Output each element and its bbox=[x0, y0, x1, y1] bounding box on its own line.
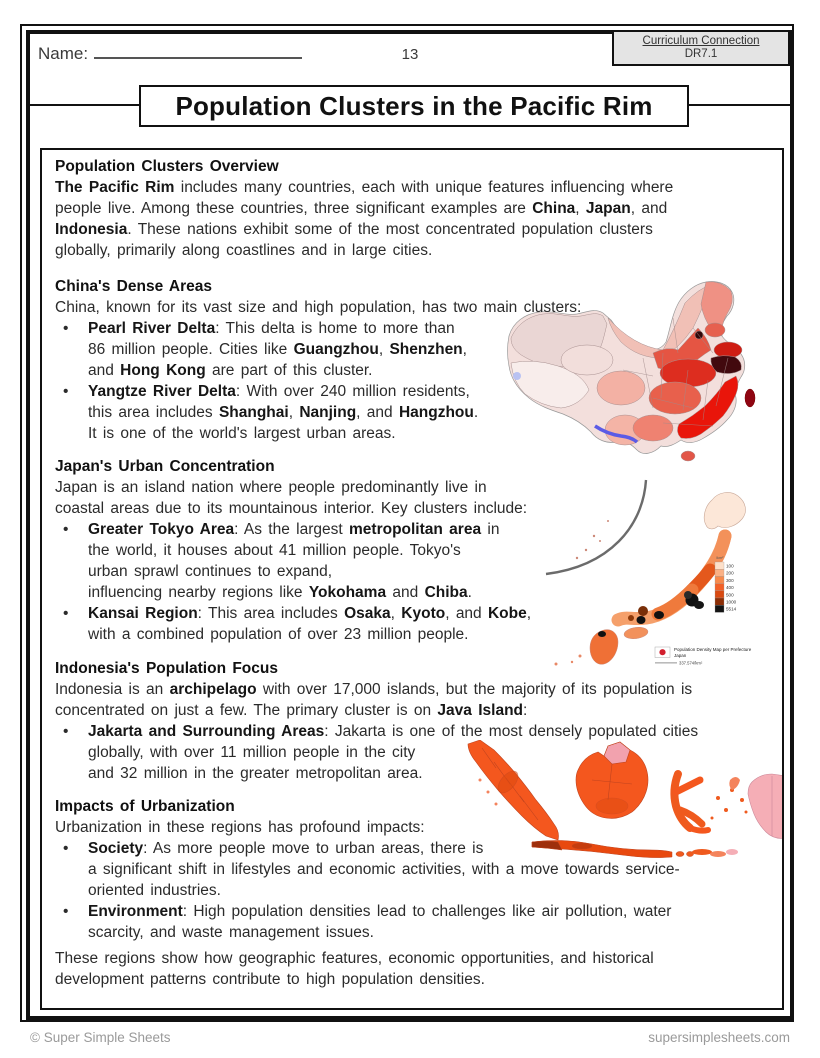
svg-text:1000: 1000 bbox=[726, 599, 737, 605]
svg-text:200: 200 bbox=[726, 570, 734, 576]
section-china bbox=[55, 276, 767, 444]
svg-text:500: 500 bbox=[726, 592, 734, 598]
bullet-text: Environment: High population densities lead to challenges like air pollution, water scarcity, and waste management issues. bbox=[88, 903, 672, 941]
list-item bbox=[55, 519, 767, 603]
svg-text:Japan: Japan bbox=[674, 653, 687, 658]
section-paragraph: Japan is an island nation where people predominantly live in coastal areas due to its mountainous interior. Key clusters include: bbox=[55, 479, 528, 517]
copyright-text: © Super Simple Sheets bbox=[30, 1030, 171, 1045]
section-paragraph: China, known for its vast size and high population, has two main clusters: bbox=[55, 299, 582, 316]
list-item bbox=[55, 838, 767, 901]
svg-text:300: 300 bbox=[726, 577, 734, 583]
svg-text:5514: 5514 bbox=[726, 606, 737, 612]
section-paragraph: The Pacific Rim includes many countries, each with unique features influencing where people live. Among these countries, three significant examples are China, Japan, and Indonesia. These nations exhibit some of the most concentrated population clusters globally, primarily along coastlines and in large cities. bbox=[55, 179, 674, 259]
bullet-text: Kansai Region: This area includes Osaka, Kyoto, and Kobe, with a combined population of over 23 million people. bbox=[88, 605, 532, 643]
curriculum-badge bbox=[612, 30, 790, 66]
svg-text:Population Density Map per Pre: Population Density Map per Prefecture bbox=[674, 647, 752, 652]
curriculum-badge-title: Curriculum Connection bbox=[642, 35, 760, 47]
section-paragraph: Indonesia is an archipelago with over 17,000 islands, but the majority of its population is concentrated on just a few. The primary cluster is on Java Island: bbox=[55, 681, 693, 719]
bullet-marker: • bbox=[63, 840, 69, 857]
list-item bbox=[55, 901, 767, 943]
name-row bbox=[38, 44, 302, 64]
section-paragraph: Urbanization in these regions has profound impacts: bbox=[55, 819, 425, 836]
section-heading: Population Clusters Overview bbox=[55, 158, 279, 175]
svg-text:/km²: /km² bbox=[716, 556, 724, 560]
section-heading: Japan's Urban Concentration bbox=[55, 458, 275, 475]
list-item bbox=[55, 318, 767, 381]
curriculum-badge-code: DR7.1 bbox=[684, 48, 718, 60]
closing-paragraph: These regions show how geographic features, economic opportunities, and historical development patterns contribute to high population densities. bbox=[55, 950, 654, 988]
bullet-marker: • bbox=[63, 903, 69, 920]
website-url: supersimplesheets.com bbox=[648, 1030, 790, 1045]
bullet-marker: • bbox=[63, 320, 69, 337]
title-box bbox=[139, 85, 689, 127]
bullet-marker: • bbox=[63, 723, 69, 740]
page-footer bbox=[30, 1030, 790, 1045]
bullet-marker: • bbox=[63, 521, 69, 538]
svg-text:337.574/km²: 337.574/km² bbox=[679, 660, 703, 666]
section-heading: Indonesia's Population Focus bbox=[55, 660, 278, 677]
bullet-text: Jakarta and Surrounding Areas: Jakarta is one of the most densely populated cities globally, with over 11 million people in the city and 32 million in the greater metropolitan area. bbox=[88, 723, 699, 782]
bullet-text: Pearl River Delta: This delta is home to more than 86 million people. Cities like Guangzhou, Shenzhen, and Hong Kong are part of this cluster. bbox=[88, 320, 467, 379]
name-blank-line[interactable] bbox=[94, 44, 302, 59]
svg-text:400: 400 bbox=[726, 585, 734, 591]
name-label: Name: bbox=[38, 44, 89, 63]
bullet-marker: • bbox=[63, 605, 69, 622]
section-japan bbox=[55, 456, 767, 645]
list-item bbox=[55, 603, 767, 645]
bullet-text: Yangtze River Delta: With over 240 million residents, this area includes Shanghai, Nanjing, and Hangzhou. It is one of the world's largest urban areas. bbox=[88, 383, 479, 442]
list-item bbox=[55, 721, 767, 784]
section-indonesia bbox=[55, 658, 767, 784]
section-heading: Impacts of Urbanization bbox=[55, 798, 235, 815]
section-impacts bbox=[55, 796, 767, 943]
content-box bbox=[40, 148, 784, 1010]
section-overview bbox=[55, 156, 767, 261]
bullet-text: Society: As more people move to urban areas, there is a significant shift in lifestyles and economic activities, with a move towards service- oriented industries. bbox=[88, 840, 680, 899]
list-item bbox=[55, 381, 767, 444]
bullet-text: Greater Tokyo Area: As the largest metropolitan area in the world, it houses about 41 million people. Tokyo's urban sprawl continues to expand, influencing nearby regions like Yokohama and Chiba. bbox=[88, 521, 500, 601]
svg-text:100: 100 bbox=[726, 563, 734, 569]
page-title: Population Clusters in the Pacific Rim bbox=[175, 90, 653, 121]
section-heading: China's Dense Areas bbox=[55, 278, 213, 295]
bullet-marker: • bbox=[63, 383, 69, 400]
page-number: 13 bbox=[401, 46, 419, 63]
